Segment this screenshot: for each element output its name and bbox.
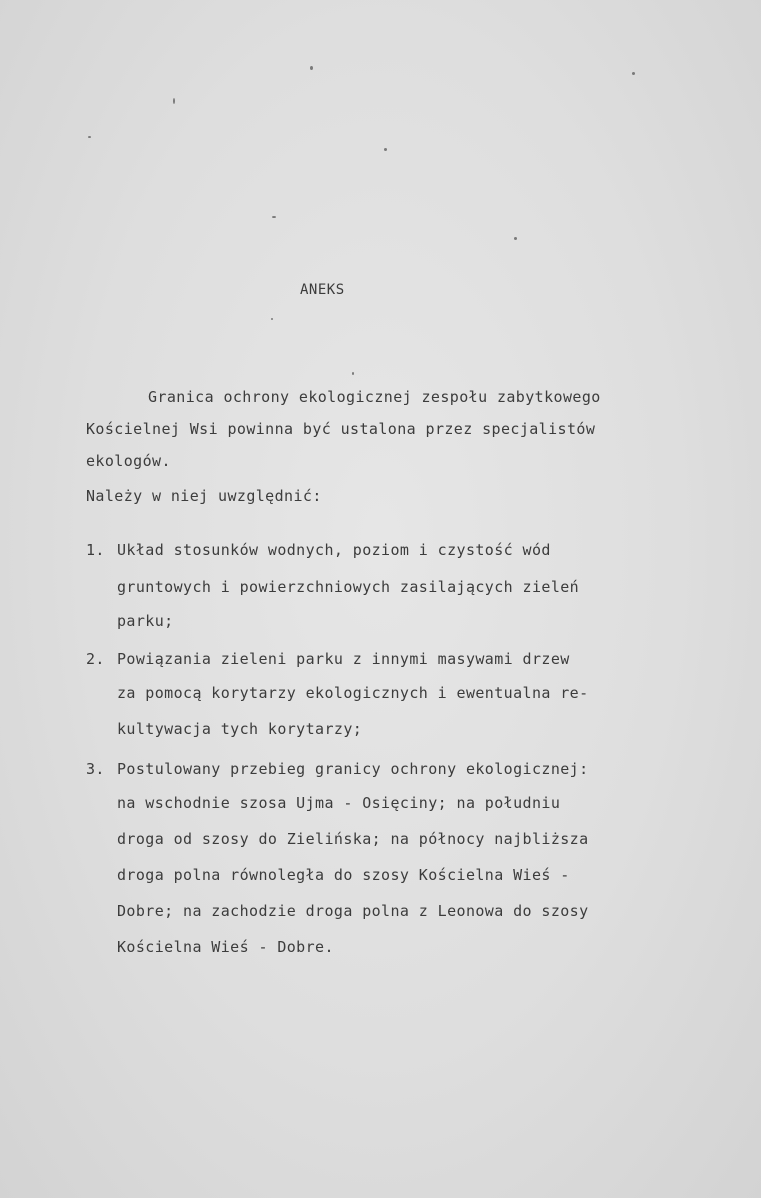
paper-speck [310,66,313,70]
paper-speck [384,148,387,151]
item-number: 1. [86,541,105,559]
item-number: 2. [86,650,105,668]
item-line: Dobre; na zachodzie droga polna z Leonowa do szosy [117,902,589,920]
item-line: na wschodnie szosa Ujma - Osięciny; na południu [117,794,561,812]
item-line: gruntowych i powierzchniowych zasilających zieleń [117,578,580,596]
paper-speck [173,98,175,104]
paper-speck [632,72,635,75]
item-line: Powiązania zieleni parku z innymi masywami drzew [117,650,570,668]
item-line: droga od szosy do Zielińska; na północy najbliższa [117,830,589,848]
paper-speck [271,318,273,320]
item-line: Kościelna Wieś - Dobre. [117,938,334,956]
intro-line: Kościelnej Wsi powinna być ustalona przez specjalistów [86,420,596,438]
item-line: droga polna równoległa do szosy Kościelna Wieś - [117,866,570,884]
intro-line: ekologów. [86,452,171,470]
paper-speck [352,372,354,375]
item-line: kultywacja tych korytarzy; [117,720,363,738]
item-line: parku; [117,612,174,630]
paper-speck [272,216,276,218]
paper-speck [514,237,517,240]
item-line: Postulowany przebieg granicy ochrony ekologicznej: [117,760,589,778]
intro-line: Należy w niej uwzględnić: [86,487,322,505]
item-line: Układ stosunków wodnych, poziom i czystość wód [117,541,551,559]
paper-speck [88,136,91,138]
item-number: 3. [86,760,105,778]
intro-line: Granica ochrony ekologicznej zespołu zabytkowego [148,388,601,406]
item-line: za pomocą korytarzy ekologicznych i ewentualna re- [117,684,589,702]
document-heading: ANEKS [300,282,345,298]
